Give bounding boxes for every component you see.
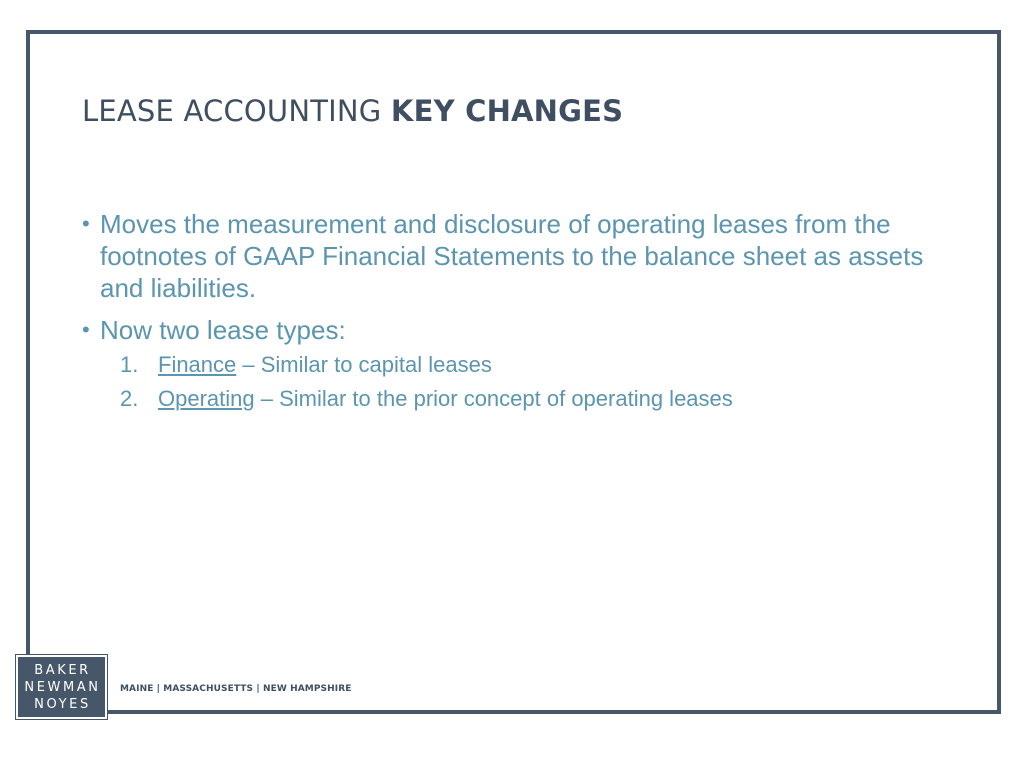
logo-line: NOYES <box>34 696 91 712</box>
lease-type-term: Operating <box>158 386 255 411</box>
title-light-part: LEASE ACCOUNTING <box>82 94 391 128</box>
bullet-list <box>82 208 942 426</box>
lease-type-item <box>100 348 942 382</box>
bullet-dot-icon: • <box>82 317 90 342</box>
company-logo <box>16 655 107 719</box>
bullet-item <box>82 208 942 304</box>
bullet-text: Now two lease types: <box>100 315 346 345</box>
lease-type-item <box>100 382 942 416</box>
bullet-text: Moves the measurement and disclosure of operating leases from the footnotes of GAAP Financial Statements to the balance sheet as assets and liabilities. <box>100 209 924 303</box>
footer-states: MAINE | MASSACHUSETTS | NEW HAMPSHIRE <box>120 684 352 694</box>
bullet-item <box>82 314 942 416</box>
title-bold-part: KEY CHANGES <box>390 94 624 128</box>
lease-type-description: – Similar to the prior concept of operating leases <box>254 386 733 411</box>
logo-line: NEWMAN <box>24 679 101 695</box>
bullet-dot-icon: • <box>82 211 90 236</box>
lease-type-number: 1. <box>120 352 139 377</box>
slide-title <box>82 94 623 128</box>
lease-type-term: Finance <box>158 352 237 377</box>
lease-type-list <box>100 348 942 416</box>
lease-type-description: – Similar to capital leases <box>236 352 492 377</box>
logo-line: BAKER <box>34 662 91 678</box>
lease-type-number: 2. <box>120 386 139 411</box>
